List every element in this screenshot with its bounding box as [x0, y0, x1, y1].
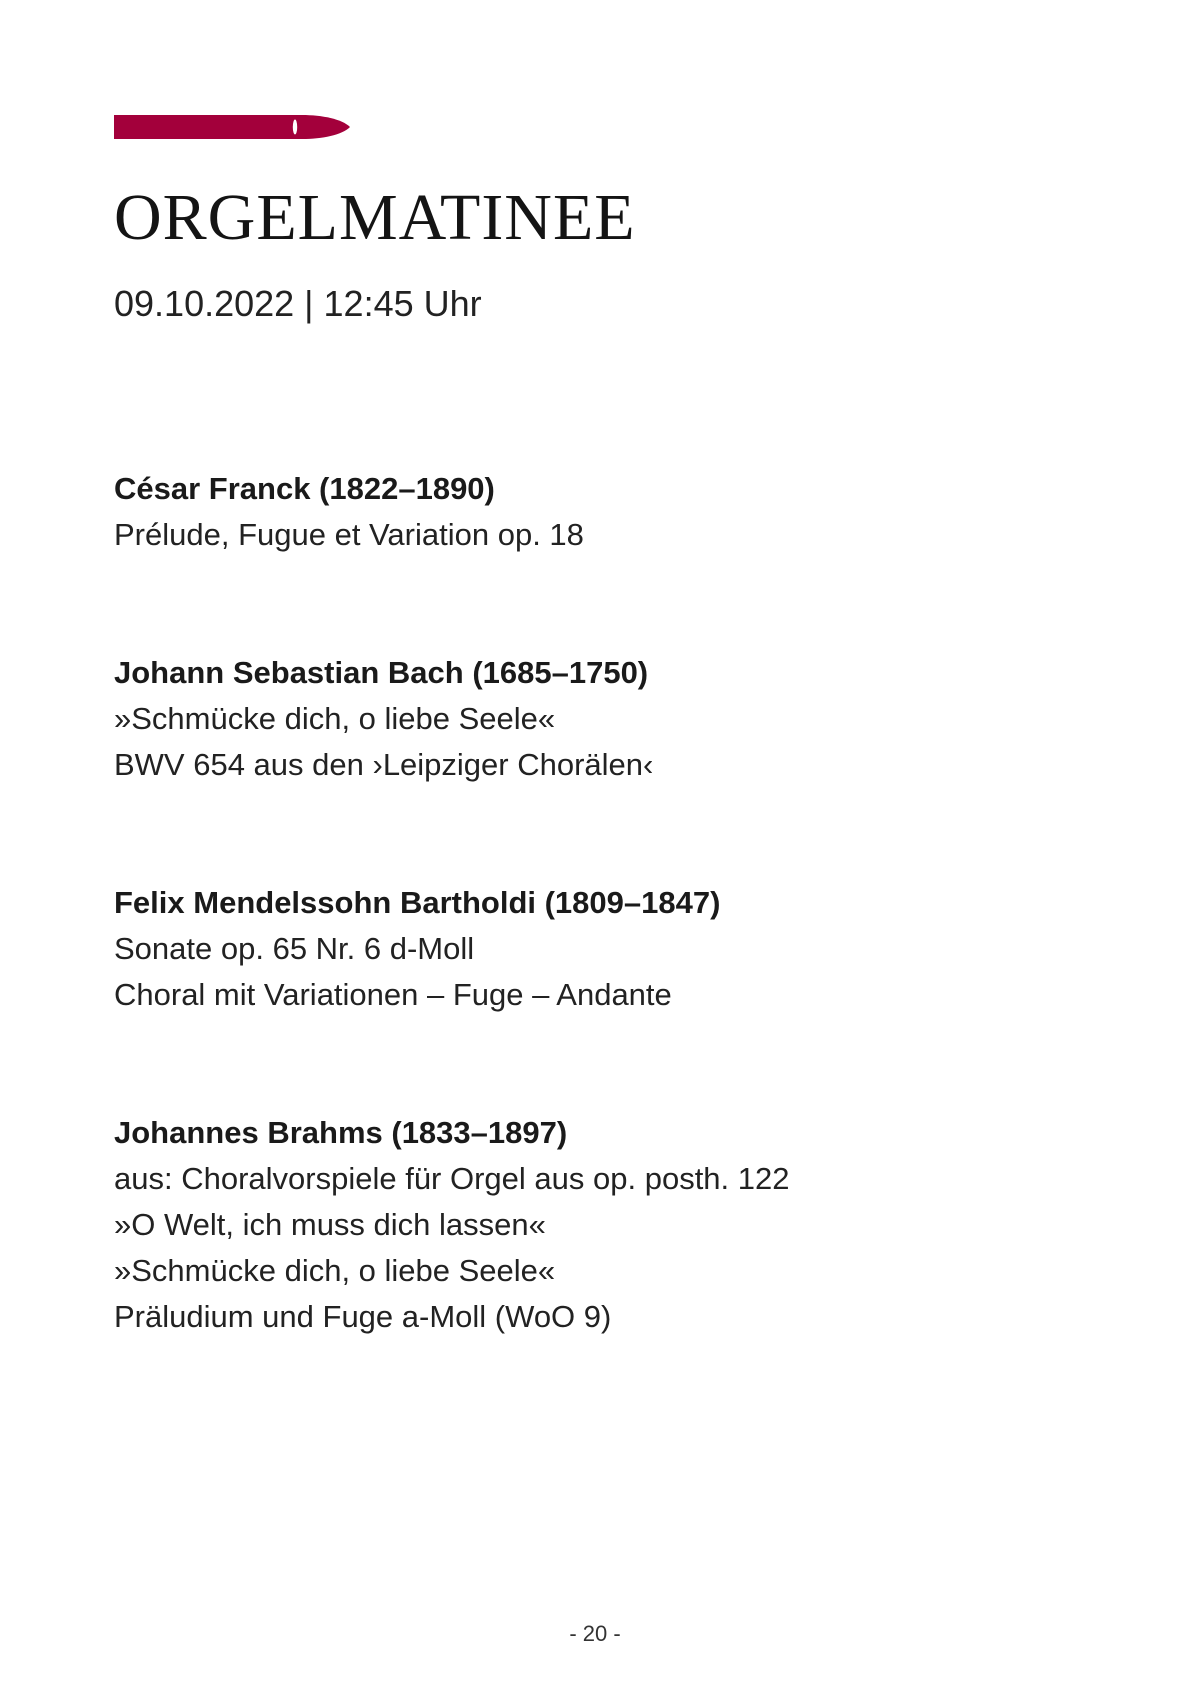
event-datetime: 09.10.2022 | 12:45 Uhr — [114, 283, 482, 324]
work-title: »Schmücke dich, o liebe Seele« — [114, 701, 556, 736]
work-detail: Choral mit Variationen – Fuge – Andante — [114, 977, 672, 1012]
composer-name: Johann Sebastian Bach (1685–1750) — [114, 655, 649, 690]
work-detail: BWV 654 aus den ›Leipziger Chorälen‹ — [114, 747, 654, 782]
program-item-franck — [114, 466, 1074, 558]
page-title: ORGELMATINEE — [114, 181, 636, 254]
page-number: - 20 - — [569, 1621, 621, 1646]
work-title: aus: Choralvorspiele für Orgel aus op. posth. 122 — [114, 1161, 790, 1196]
work-detail: »O Welt, ich muss dich lassen« — [114, 1207, 546, 1242]
program-item-brahms — [114, 1110, 1074, 1340]
organ-pipe-icon — [114, 114, 350, 140]
composer-name: César Franck (1822–1890) — [114, 471, 495, 506]
composer-name: Johannes Brahms (1833–1897) — [114, 1115, 568, 1150]
composer-name: Felix Mendelssohn Bartholdi (1809–1847) — [114, 885, 721, 920]
program-item-bach — [114, 650, 1074, 788]
program-list — [114, 466, 1074, 1340]
work-detail: Präludium und Fuge a-Moll (WoO 9) — [114, 1299, 612, 1334]
organ-pipe-body — [114, 115, 350, 139]
work-title: Prélude, Fugue et Variation op. 18 — [114, 517, 584, 552]
organ-pipe-mouth — [293, 120, 297, 135]
work-title: Sonate op. 65 Nr. 6 d-Moll — [114, 931, 475, 966]
program-item-mendelssohn — [114, 880, 1074, 1018]
work-detail: »Schmücke dich, o liebe Seele« — [114, 1253, 556, 1288]
